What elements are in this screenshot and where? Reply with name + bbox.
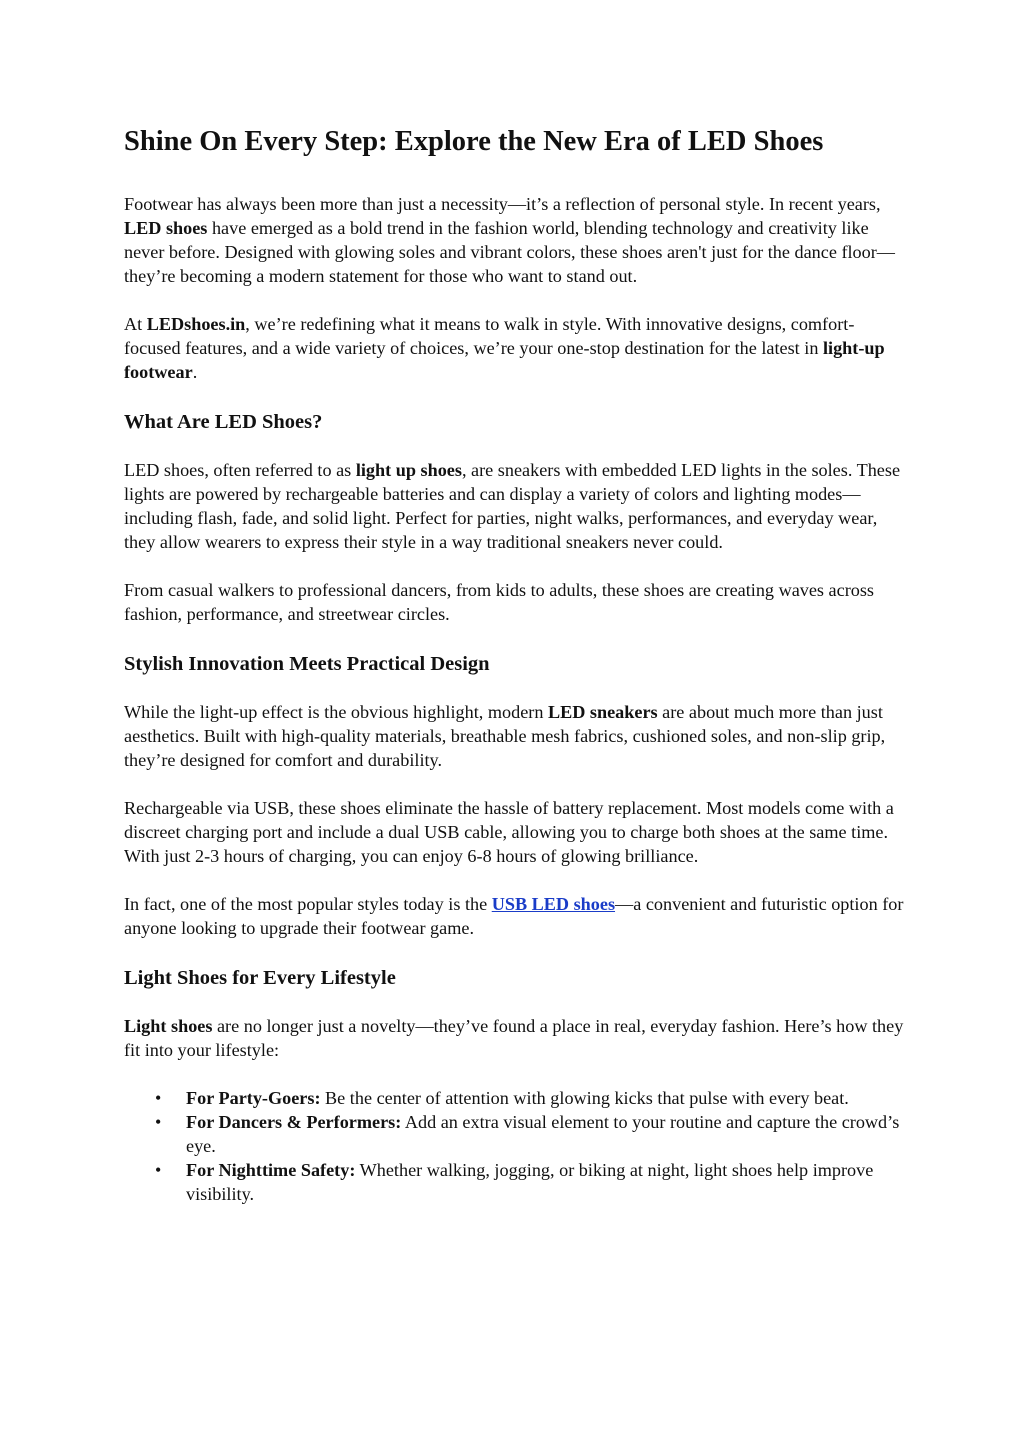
intro-paragraph-1 [124,192,906,288]
list-item-text: Whether walking, jogging, or biking at night, light shoes help improve visibility. [186,1160,874,1204]
bold-term: light-up footwear [124,338,885,382]
text-run: Footwear has always been more than just a necessity—it’s a reflection of personal style. In recent years, [124,194,881,214]
bullet-icon: • [155,1088,162,1108]
bold-term: light up shoes [355,460,462,480]
bold-term: LED sneakers [547,702,658,722]
section-heading-stylish-innovation: Stylish Innovation Meets Practical Design [124,653,490,675]
page-title: Shine On Every Step: Explore the New Era of LED Shoes [124,126,824,157]
list-item-text: Be the center of attention with glowing kicks that pulse with every beat. [320,1088,849,1108]
bold-term: Light shoes [124,1016,213,1036]
bullet-icon: • [155,1160,162,1180]
intro-paragraph-2 [124,312,906,384]
bold-term: LED shoes [124,218,208,238]
list-item [124,1110,906,1158]
text-run: , are sneakers with embedded LED lights in the soles. These lights are powered by rechargeable batteries and can display a variety of colors and lighting modes—including flash, fade, and solid light. Perfect for parties, night walks, performances, and everyday wear, they allow wearers to express their style in a way traditional sneakers never could. [124,460,901,552]
list-item-label: For Party-Goers: [186,1088,321,1108]
text-run: While the light-up effect is the obvious highlight, modern [124,702,548,722]
section1-paragraph-2: From casual walkers to professional dancers, from kids to adults, these shoes are creating waves across fashion, performance, and streetwear circles. [124,580,875,624]
bold-term: LEDshoes.in [146,314,246,334]
text-run: are no longer just a novelty—they’ve found a place in real, everyday fashion. Here’s how they fit into your lifestyle: [124,1016,904,1060]
bullet-icon: • [155,1112,162,1132]
lifestyle-bullet-list [124,1086,906,1206]
text-run: have emerged as a bold trend in the fashion world, blending technology and creativity like never before. Designed with glowing soles and vibrant colors, these shoes aren't just for the dance floor—they’re becoming a modern statement for those who want to stand out. [124,218,895,286]
section3-paragraph-1 [124,1014,906,1062]
document-page [124,118,906,1206]
list-item-label: For Dancers & Performers: [186,1112,402,1132]
text-run: are about much more than just aesthetics. Built with high-quality materials, breathable mesh fabrics, cushioned soles, and non-slip grip, they’re designed for comfort and durability. [124,702,886,770]
section2-paragraph-1 [124,700,906,772]
text-run: LED shoes, often referred to as [124,460,356,480]
usb-led-shoes-link[interactable]: USB LED shoes [491,894,616,914]
section2-paragraph-3 [124,892,906,940]
text-run: , we’re redefining what it means to walk in style. With innovative designs, comfort-focused features, and a wide variety of choices, we’re your one-stop destination for the latest in [124,314,855,358]
list-item [124,1158,906,1206]
section-heading-what-are-led-shoes: What Are LED Shoes? [124,411,323,433]
text-run: . [192,362,198,382]
list-item-text: Add an extra visual element to your routine and capture the crowd’s eye. [186,1112,900,1156]
section-heading-light-shoes-lifestyle: Light Shoes for Every Lifestyle [124,967,396,989]
section1-paragraph-1 [124,458,906,554]
list-item-label: For Nighttime Safety: [186,1160,356,1180]
text-run: In fact, one of the most popular styles today is the [124,894,492,914]
text-run: —a convenient and futuristic option for anyone looking to upgrade their footwear game. [124,894,904,938]
list-item [124,1086,906,1110]
text-run: At [124,314,147,334]
section2-paragraph-2: Rechargeable via USB, these shoes eliminate the hassle of battery replacement. Most models come with a discreet charging port and include a dual USB cable, allowing you to charge both shoes at the same time. With just 2-3 hours of charging, you can enjoy 6-8 hours of glowing brilliance. [124,798,894,866]
